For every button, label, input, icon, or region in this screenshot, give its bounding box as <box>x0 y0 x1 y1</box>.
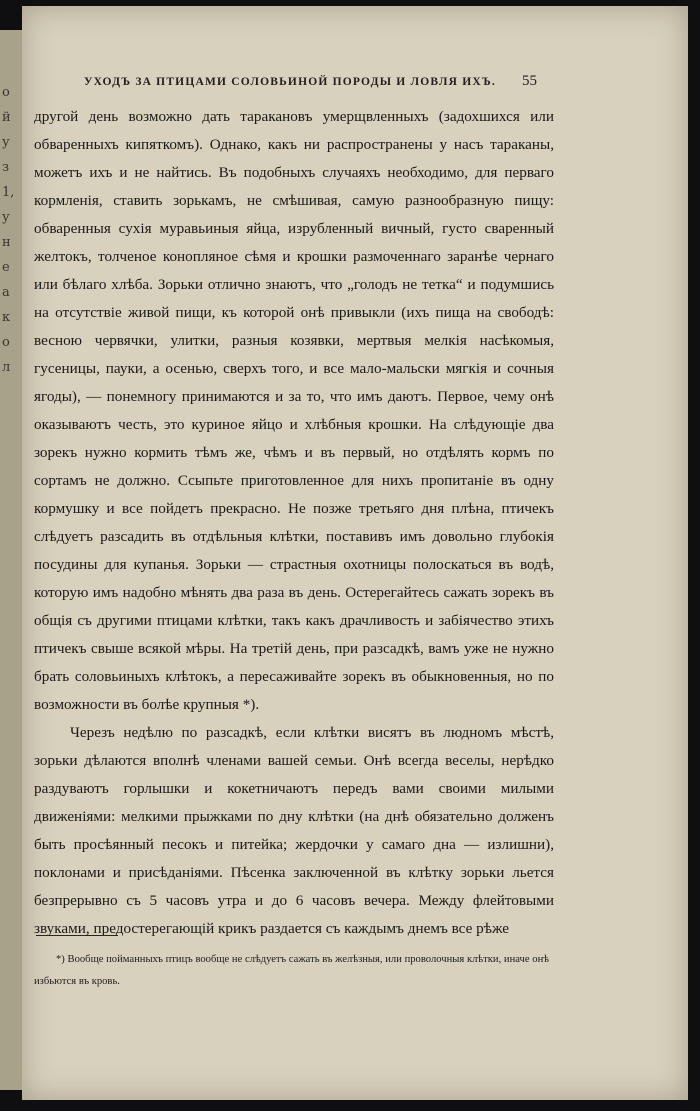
previous-page-edge <box>0 30 24 1090</box>
body-text <box>34 103 554 943</box>
footnote <box>34 949 549 993</box>
footnote-divider <box>36 935 118 936</box>
book-page <box>22 6 688 1100</box>
paragraph: другой день возможно дать таракановъ умерщвленныхъ (задохшихся или обваренныхъ кипяткомъ). Однако, какъ ни распространены у насъ тараканы, можетъ ихъ и не найтись. Въ подобныхъ случаяхъ необходимо, для перваго кормленія, ставить зорькамъ, не смѣшивая, самую разнообразную пищу: обваренныя сухія муравьиныя яйца, изрубленный вичный, густо сваренный желтокъ, толченое конопляное сѣмя и крошки размоченнаго заранѣе чернаго или бѣлаго хлѣба. Зорьки отлично знаютъ, что „голодъ не тетка“ и подумшись на отсутствіе живой пищи, къ которой онѣ привыкли (ихъ пища на свободѣ: весною червячки, улитки, разныя козявки, мертвыя мелкія насѣкомыя, гусеницы, пауки, а осенью, сверхъ того, и все мало-мальски мягкія и сочныя ягоды), — понемногу принимаются и за то, что имъ даютъ. Первое, чему онѣ оказываютъ честь, это куриное яйцо и хлѣбныя крошки. На слѣдующіе два зорекъ нужно кормить тѣмъ же, чѣмъ и въ первый, но отдѣлять кормъ по сортамъ не должно. Ссыпьте приготовленное для нихъ пропитаніе въ одну кормушку и все пойдетъ прекрасно. Не позже третьяго дня плѣна, птичекъ слѣдуетъ разсадить въ отдѣльныя клѣтки, поставивъ имъ довольно глубокія посудины для купанья. Зорьки — страстныя охотницы полоскаться въ водѣ, которую имъ надобно мѣнять два раза въ день. Остерегайтесь сажать зорекъ въ общія съ другими птицами клѣтки, такъ какъ драчливость и забіячество этихъ птичекъ свыше всякой мѣры. На третій день, при разсадкѣ, вамъ уже не нужно брать соловьиныхъ клѣтокъ, а пересаживайте зорекъ въ обыкновенныя, но по возможности въ болѣе крупныя *). <box>34 108 554 713</box>
running-head: УХОДЪ ЗА ПТИЦАМИ СОЛОВЬИНОЙ ПОРОДЫ И ЛОВЛЯ ИХЪ. <box>84 76 496 88</box>
footnote-text: *) Вообще пойманныхъ птицъ вообще не слѣдуетъ сажать въ желѣзныя, или проволочныя клѣтки, иначе онѣ избьются въ кровь. <box>34 954 549 987</box>
paragraph: Черезъ недѣлю по разсадкѣ, если клѣтки висятъ въ людномъ мѣстѣ, зорьки дѣлаются вполнѣ членами вашей семьи. Онѣ всегда веселы, нерѣдко раздуваютъ горлышки и кокетничаютъ передъ вами своими милыми движеніями: мелкими прыжками по дну клѣтки (на днѣ обязательно долженъ быть просѣянный песокъ и питейка; жердочки у самаго дна — излишни), поклонами и присѣданіями. Пѣсенка заключенной въ клѣтку зорьки льется безпрерывно съ 5 часовъ утра и до 6 часовъ вечера. Между флейтовыми звуками, предостерегающій крикъ раздается съ каждымъ днемъ все рѣже <box>34 724 554 937</box>
page-number: 55 <box>522 73 537 89</box>
previous-page-text-fragments: о й у з 1, у н е а к о л <box>2 85 15 375</box>
